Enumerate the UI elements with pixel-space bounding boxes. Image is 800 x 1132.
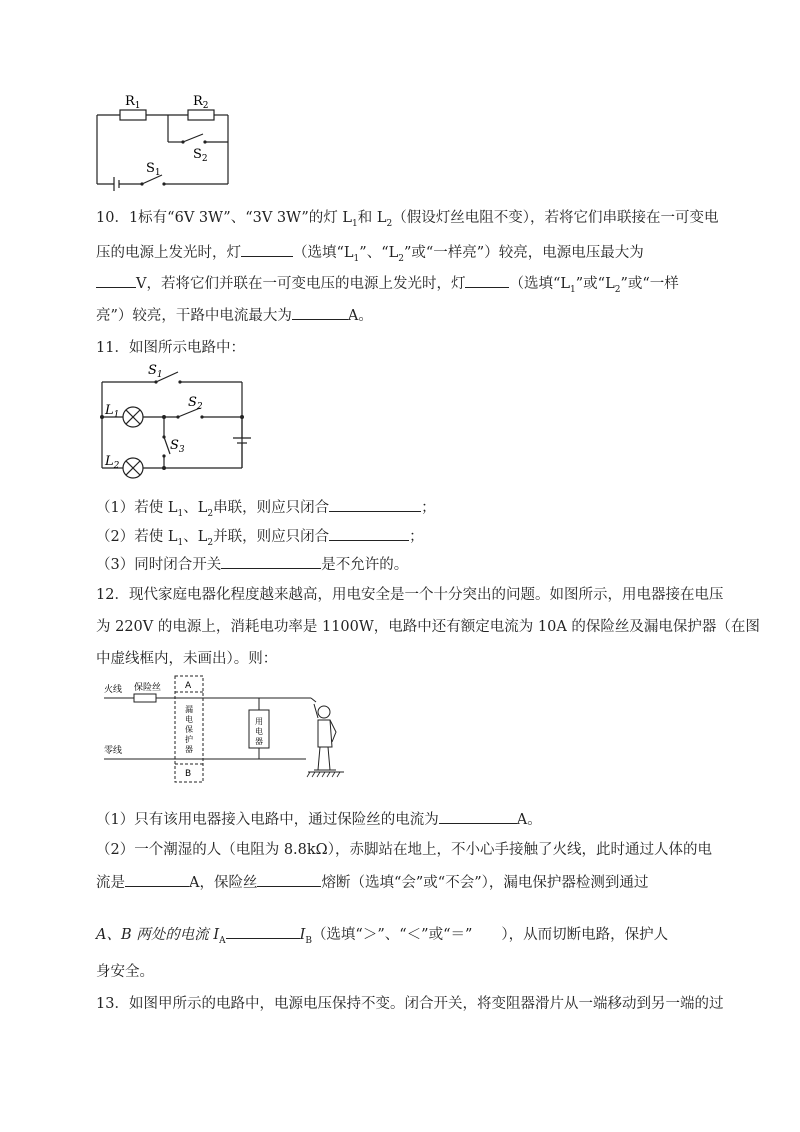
label-r1: $R_1$ (125, 94, 141, 111)
q12-stem-line-1: 12．现代家庭电器化程度越来越高，用电安全是一个十分突出的问题。如图所示，用电器接在电压 (96, 587, 724, 603)
q10-line-2: 压的电源上发光时，灯 （选填“$L_1$”、“$L_2$”或“一样亮”）较亮，电源电压最大为 (96, 242, 644, 269)
q11-stem: 11．如图所示电路中： (96, 340, 245, 356)
q12-stem-line-2: 为 220V 的电源上，消耗电功率是 1100W，电路中还有额定电流为 10A 的保险丝及漏电保护器（在图 (96, 619, 760, 635)
q12-part-2-line-3: A、B 两处的电流 $I_A$ $I_B$（选填“＞”、“＜”或“＝” ），从而切断电路，保护人 (96, 924, 668, 951)
answer-blank-fuse-current[interactable] (439, 809, 517, 824)
answer-blank-brighter-series[interactable] (241, 242, 293, 257)
q11-circuit-figure (96, 362, 256, 480)
answer-blank-series-switch[interactable] (329, 497, 421, 512)
label-appliance (255, 717, 263, 746)
label-l2: $L_2$ (105, 454, 120, 471)
q13-stem-line-1: 13．如图甲所示的电路中，电源电压保持不变。闭合开关，将变阻器滑片从一端移动到另一端的过 (96, 996, 724, 1012)
label-point-b: B (185, 769, 192, 779)
label-protector (185, 704, 193, 754)
svg-text:护: 护 (185, 735, 193, 744)
label-live-wire: 火线 (104, 685, 123, 695)
answer-blank-fuse-melts[interactable] (257, 872, 321, 887)
svg-text:电: 电 (185, 715, 193, 724)
label-s2: $S_2$ (188, 395, 203, 412)
fuse (134, 694, 156, 702)
person-figure (311, 698, 336, 770)
switch-s2 (183, 134, 203, 142)
top-circuit-figure (90, 90, 240, 195)
q12-leakage-figure (96, 672, 376, 787)
answer-blank-max-voltage[interactable] (96, 273, 136, 288)
svg-text:电: 电 (255, 727, 263, 736)
label-s3: $S_3$ (170, 438, 185, 455)
label-neutral-wire: 零线 (104, 746, 123, 756)
resistor-r1 (120, 110, 146, 120)
svg-text:器: 器 (185, 745, 193, 754)
label-s1: $S_1$ (148, 363, 163, 380)
q10-line-1: 10．1标有“6V 3W”、“3V 3W”的灯 $L_1$和 $L_2$（假设灯丝电阻不变），若将它们串联接在一可变电 (96, 210, 719, 229)
label-l1: $L_1$ (105, 403, 120, 420)
q12-part-1: （1）只有该用电器接入电路中，通过保险丝的电流为 A。 (96, 809, 542, 830)
svg-text:器: 器 (255, 737, 263, 746)
svg-text:保: 保 (185, 725, 193, 734)
answer-blank-current-compare[interactable] (226, 924, 300, 939)
label-s1: $S_1$ (146, 161, 161, 178)
answer-blank-forbidden-switches[interactable] (221, 554, 321, 569)
q10-line-4: 亮”）较亮，干路中电流最大为 A。 (96, 305, 373, 326)
q10-line-3: V，若将它们并联在一可变电压的电源上发光时，灯 （选填“$L_1$”或“$L_2$”或“一样 (96, 273, 679, 300)
q11-part-3: （3）同时闭合开关 是不允许的。 (96, 554, 408, 575)
svg-text:漏: 漏 (185, 705, 193, 714)
q12-part-2-line-1: （2）一个潮湿的人（电阻为 8.8kΩ），赤脚站在地上，不小心手接触了火线，此时通过人体的电 (96, 842, 712, 858)
label-fuse: 保险丝 (134, 683, 162, 693)
answer-blank-max-current[interactable] (292, 305, 348, 320)
q12-stem-line-3: 中虚线框内，未画出）。则： (96, 651, 278, 667)
answer-blank-parallel-switch[interactable] (329, 526, 409, 541)
answer-blank-body-current[interactable] (125, 872, 189, 887)
q12-part-2-line-4: 身安全。 (96, 964, 154, 980)
q11-part-2: （2）若使 $L_1$、$L_2$并联，则应只闭合 ； (96, 526, 424, 553)
label-s2: $S_2$ (193, 147, 208, 164)
answer-blank-brighter-parallel[interactable] (465, 273, 509, 288)
resistor-r2 (188, 110, 214, 120)
q12-part-2-line-2: 流是 A，保险丝 熔断（选填“会”或“不会”），漏电保护器检测到通过 (96, 872, 648, 893)
label-point-a: A (185, 681, 192, 691)
label-r2: $R_2$ (193, 94, 209, 111)
svg-text:用: 用 (255, 717, 263, 726)
q11-part-1: （1）若使 $L_1$、$L_2$串联，则应只闭合 ； (96, 497, 436, 524)
